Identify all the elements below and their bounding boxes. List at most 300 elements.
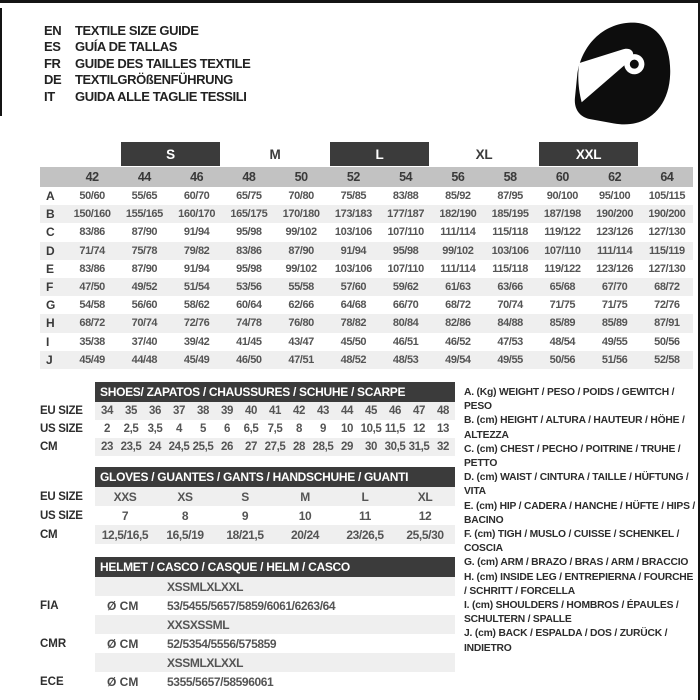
cell: 115/118 [492, 262, 528, 275]
cell: 99/102 [285, 226, 317, 239]
language-code: EN [44, 22, 62, 38]
size-group-s: S [121, 142, 221, 166]
language-row-en [44, 22, 250, 39]
cell: 72/76 [654, 299, 680, 312]
cell: 45 [365, 405, 377, 417]
cell: XS [177, 489, 193, 504]
language-code: FR [44, 55, 61, 71]
cell: 111/114 [440, 262, 476, 275]
cell: 71/75 [601, 299, 628, 312]
cell: 127/130 [648, 226, 686, 239]
cell: 91/94 [183, 226, 210, 239]
cell: 51/54 [183, 281, 210, 294]
measurement-row-f [40, 278, 693, 296]
measurement-row-b [40, 205, 693, 223]
gloves-size-table [40, 467, 455, 544]
shoes-table-title: SHOES/ ZAPATOS / CHAUSSURES / SCHUHE / SCARPE [95, 382, 455, 402]
language-row-es [44, 39, 250, 56]
cell: L [199, 655, 207, 670]
cell: 45/49 [79, 353, 105, 366]
cell: S [205, 617, 213, 632]
cell: 99/102 [442, 244, 474, 257]
row-label: US SIZE [40, 423, 83, 435]
cell: 46/51 [392, 335, 419, 348]
cell: 55/65 [131, 190, 158, 203]
row-letter: I [46, 334, 50, 349]
measurement-row-e [40, 260, 693, 278]
size-number-row [40, 167, 693, 187]
cell: 49/55 [497, 353, 523, 366]
row-label: US SIZE [40, 509, 83, 522]
cell: 87/90 [131, 262, 158, 275]
cell: 60/64 [236, 299, 262, 312]
measurement-row-g [40, 296, 693, 314]
cell: 53 [167, 674, 180, 689]
legend-item-height: B. (cm) HEIGHT / ALTURA / HAUTEUR / HÖHE / ALTEZZA [464, 415, 685, 441]
row-letter: B [46, 207, 55, 222]
cell: 64 [660, 170, 674, 184]
cell: 67/70 [601, 281, 628, 294]
measurement-cells [66, 314, 693, 332]
cell: 95/98 [236, 226, 262, 239]
cell: 37/40 [131, 335, 158, 348]
cell: 10 [341, 423, 353, 435]
cell: 6 [224, 423, 230, 435]
cell: 35 [125, 405, 137, 417]
cell: 68/72 [654, 281, 680, 294]
cell: 20/24 [290, 527, 320, 542]
cell: 51/56 [601, 353, 628, 366]
legend-item-hip: E. (cm) HIP / CADERA / HANCHE / HÜFTE / HIPS / BACINO [464, 500, 696, 526]
cell: 30 [365, 441, 377, 453]
cell: 58 [503, 170, 517, 184]
row-letter: F [46, 280, 54, 295]
measurement-cells [66, 260, 693, 278]
legend-item-waist: D. (cm) WAIST / CINTURA / TAILLE / HÜFTUNG / VITA [464, 472, 689, 498]
cell: 83/86 [79, 226, 105, 239]
cell: 111/114 [440, 226, 476, 239]
cell: 80/84 [392, 317, 419, 330]
helmet-ece-values-row [40, 672, 455, 691]
language-title: TEXTILGRÖßENFÜHRUNG [75, 72, 233, 88]
measurement-cells [66, 223, 693, 241]
cell: 41 [269, 405, 281, 417]
cell: 150/160 [73, 208, 111, 221]
helmet-size-table [40, 557, 455, 691]
cell: 62/66 [288, 299, 314, 312]
row-label: CMR [40, 637, 67, 650]
measurement-row-j [40, 351, 693, 369]
cell: 87/90 [131, 226, 158, 239]
cell: 50 [294, 170, 308, 184]
cell: 61 [260, 674, 274, 689]
cell: 107/110 [387, 262, 424, 275]
row-letter: H [46, 316, 55, 331]
cell: 26 [221, 441, 233, 453]
cell: 42 [85, 170, 99, 184]
cell: 91/94 [183, 262, 210, 275]
shoes-cm-row [40, 438, 455, 456]
cell: 59/60 [251, 598, 280, 613]
cell: 16,5/19 [166, 527, 204, 542]
cell: 58/62 [183, 299, 210, 312]
cell: 9 [320, 423, 326, 435]
row-label [40, 615, 92, 634]
gloves-cells [95, 487, 455, 506]
measurement-row-c [40, 223, 693, 241]
cell: 25,5/30 [406, 527, 444, 542]
cell: 27 [245, 441, 257, 453]
size-group-l: L [330, 142, 430, 166]
cell: 70/74 [497, 299, 523, 312]
cell: 75/78 [131, 244, 158, 257]
helmet-cells [167, 673, 273, 691]
cell: 103/106 [334, 262, 372, 275]
cell: 30,5 [384, 441, 406, 453]
cell: 2 [104, 423, 110, 435]
legend-item-weight: A. (Kg) WEIGHT / PESO / POIDS / GEWITCH / PESO [464, 387, 675, 413]
row-letter: G [46, 298, 56, 313]
row-letter: C [46, 225, 55, 240]
cell: 36 [149, 405, 161, 417]
gloves-cells [95, 525, 455, 544]
cell: 105/115 [648, 190, 686, 203]
cell: 4 [176, 423, 182, 435]
cell: 90/100 [546, 190, 578, 203]
cell: 46/50 [236, 353, 262, 366]
row-label: EU SIZE [40, 405, 83, 417]
cell: 50/56 [549, 353, 576, 366]
cell: 32 [437, 441, 449, 453]
row-label: CM [40, 528, 58, 541]
cell: 10 [298, 508, 312, 523]
helmet-ece-sizes-row [95, 653, 455, 672]
size-number-cells [66, 167, 693, 187]
cell: XL [417, 489, 433, 504]
shoes-size-table [40, 382, 455, 456]
cell: 7 [121, 508, 129, 523]
cell: 83/86 [236, 244, 262, 257]
cell: 87/91 [654, 317, 680, 330]
cell: 55/58 [288, 281, 314, 294]
helmet-fia-sizes-row [95, 577, 455, 596]
cell: 78/82 [340, 317, 367, 330]
unit-label: Ø CM [107, 636, 139, 651]
measurement-cells [66, 205, 693, 223]
cell: 56/57 [223, 636, 252, 651]
unit-label: Ø CM [107, 598, 139, 613]
cell: 6,5 [243, 423, 259, 435]
cell: 107/110 [387, 226, 424, 239]
size-group-header-row [40, 141, 693, 167]
shoes-eu-size-row [40, 402, 455, 420]
cell: 173/183 [334, 208, 372, 221]
cell: 24 [149, 441, 161, 453]
cell: 39/42 [183, 335, 210, 348]
cell: 25,5 [192, 441, 214, 453]
cell: 2,5 [123, 423, 139, 435]
cell: 59 [263, 636, 277, 651]
cell: XS [167, 655, 183, 670]
measurement-cells [66, 296, 693, 314]
measurement-cells [66, 278, 693, 296]
cell: 83/86 [79, 262, 105, 275]
cell: 60/70 [183, 190, 210, 203]
shoes-us-size-row [40, 420, 455, 438]
language-row-de [44, 72, 250, 89]
cell: 177/187 [387, 208, 425, 221]
size-group-m: M [269, 146, 281, 162]
cell: 59 [235, 674, 249, 689]
cell: 160/170 [178, 208, 216, 221]
cell: 70/74 [131, 317, 158, 330]
cell: 95/98 [392, 244, 419, 257]
cell: 52/53 [167, 636, 196, 651]
cell: 103/106 [334, 226, 372, 239]
shoes-cells [95, 420, 455, 438]
cell: 42 [293, 405, 305, 417]
legend-item-shoulders: I. (cm) SHOULDERS / HOMBROS / ÉPAULES / SCHULTERN / SPALLE [464, 600, 679, 626]
unit-label: Ø CM [107, 674, 139, 689]
cell: 65/68 [549, 281, 576, 294]
cell: 83/88 [392, 190, 419, 203]
gloves-us-size-row [40, 506, 455, 525]
cell: 45/49 [183, 353, 210, 366]
row-label: EU SIZE [40, 490, 83, 503]
gloves-eu-size-row [40, 487, 455, 506]
cell: 48/52 [340, 353, 367, 366]
gloves-table-title: GLOVES / GUANTES / GANTS / HANDSCHUHE / GUANTI [95, 467, 455, 487]
cell: 57/58 [223, 598, 252, 613]
helmet-cells [167, 654, 243, 672]
cell: 91/94 [340, 244, 367, 257]
cell: 52/58 [654, 353, 680, 366]
frame-border-left [0, 8, 2, 116]
cell: 107/110 [544, 244, 581, 257]
cell: 155/165 [125, 208, 163, 221]
cell: 66/70 [392, 299, 419, 312]
cell: L [222, 617, 230, 632]
legend-item-back: J. (cm) BACK / ESPALDA / DOS / ZURÜCK / INDIETRO [464, 628, 668, 654]
cell: 40 [245, 405, 257, 417]
cell: 46/52 [445, 335, 471, 348]
cell: 190/200 [596, 208, 634, 221]
row-letter: D [46, 243, 55, 258]
language-code: ES [44, 39, 61, 55]
cell: 170/180 [282, 208, 320, 221]
cell: 48 [437, 405, 449, 417]
cell: 123/126 [596, 226, 634, 239]
measurement-row-d [40, 242, 693, 260]
cell: 87/90 [288, 244, 314, 257]
row-label [40, 577, 92, 596]
cell: 190/200 [648, 208, 686, 221]
size-group-xxl: XXL [539, 142, 639, 166]
cell: 84/88 [497, 317, 523, 330]
cell: 47/51 [288, 353, 314, 366]
cell: 115/118 [492, 226, 528, 239]
cell: 54/55 [195, 636, 224, 651]
measurement-cells [66, 333, 693, 351]
cell: XS [167, 579, 183, 594]
cell: 82/86 [445, 317, 471, 330]
measurement-row-i [40, 333, 693, 351]
cell: 43 [317, 405, 329, 417]
cell: 60 [555, 170, 569, 184]
cell: M [189, 579, 200, 594]
cell: 65/75 [236, 190, 262, 203]
cell: 46 [389, 405, 401, 417]
cell: 31,5 [408, 441, 430, 453]
cell: 165/175 [230, 208, 268, 221]
cell: 123/126 [596, 262, 634, 275]
cell: 47 [413, 405, 425, 417]
cell: 187/198 [543, 208, 581, 221]
cell: S [182, 579, 190, 594]
legend-item-tigh: F. (cm) TIGH / MUSLO / CUISSE / SCHENKEL / COSCIA [464, 529, 680, 555]
cell: 35/38 [79, 335, 105, 348]
measurement-cells [66, 242, 693, 260]
cell: 3,5 [147, 423, 163, 435]
cell: 37 [173, 405, 185, 417]
row-letter: E [46, 261, 55, 276]
cell: 47/50 [79, 281, 105, 294]
measurement-row-a [40, 187, 693, 205]
cell: 45/50 [340, 335, 367, 348]
cell: 182/190 [439, 208, 477, 221]
cell: 85/92 [445, 190, 471, 203]
cell: 7,5 [267, 423, 283, 435]
row-letter: A [46, 189, 55, 204]
measurement-cells [66, 187, 693, 205]
helmet-cells [167, 578, 243, 596]
cell: 29 [341, 441, 353, 453]
cell: 48/53 [392, 353, 419, 366]
language-title: TEXTILE SIZE GUIDE [75, 22, 199, 38]
cell: 95/98 [236, 262, 262, 275]
cell: 12 [418, 508, 432, 523]
cell: 44/48 [131, 353, 158, 366]
cell: 70/80 [288, 190, 314, 203]
language-code: IT [44, 88, 55, 104]
legend-item-chest: C. (cm) CHEST / PECHO / POITRINE / TRUHE / PETTO [464, 443, 681, 470]
cell: 27,5 [264, 441, 286, 453]
cell: 63/64 [307, 598, 336, 613]
cell: 119/122 [544, 262, 581, 275]
cell: 63/66 [497, 281, 523, 294]
cell: 53/54 [167, 598, 196, 613]
cell: 43/47 [288, 335, 314, 348]
cell: 11,5 [384, 423, 406, 435]
cell: 85/89 [601, 317, 628, 330]
spacer [40, 141, 66, 167]
cell: L [361, 489, 369, 504]
cell: 61/63 [445, 281, 471, 294]
cell: 47/53 [497, 335, 523, 348]
cell: 34 [101, 405, 113, 417]
cell: 75/85 [340, 190, 367, 203]
language-title: GUÍA DE TALLAS [75, 39, 178, 55]
cell: 53/56 [236, 281, 262, 294]
language-title: GUIDA ALLE TAGLIE TESSILI [75, 88, 247, 104]
cell: 72/76 [183, 317, 210, 330]
cell: XL [206, 655, 221, 670]
cell: 50/60 [79, 190, 105, 203]
cell: 54/58 [79, 299, 105, 312]
cell: 49/54 [445, 353, 471, 366]
frame-border-top [0, 0, 700, 3]
cell: 74/78 [236, 317, 262, 330]
language-row-fr [44, 55, 250, 72]
cell: 55/56 [195, 598, 224, 613]
cell: 119/122 [544, 226, 581, 239]
cell: 99/102 [285, 262, 317, 275]
cell: 71/75 [549, 299, 576, 312]
shoes-cells [95, 438, 455, 456]
cell: 111/114 [597, 244, 633, 257]
helmet-cmr-values-row [40, 634, 455, 653]
helmet-cmr-sizes-row [95, 615, 455, 634]
cell: 9 [241, 508, 249, 523]
cell: 5 [200, 423, 206, 435]
cell: 12 [413, 423, 425, 435]
cell: 50/56 [654, 335, 680, 348]
cell: XS [189, 617, 206, 632]
cell: 23/26,5 [346, 527, 384, 542]
cell: 48/54 [549, 335, 576, 348]
cell: XXS [113, 489, 137, 504]
cell: M [212, 617, 223, 632]
cell: 95/100 [599, 190, 631, 203]
cell: 127/130 [648, 262, 686, 275]
row-label: FIA [40, 599, 59, 612]
helmet-cells [167, 616, 229, 634]
cell: 46 [190, 170, 204, 184]
size-group-xl: XL [475, 146, 493, 162]
measurement-cells [66, 351, 693, 369]
cell: 68/72 [79, 317, 105, 330]
cell: 23 [101, 441, 113, 453]
cell: S [241, 489, 249, 504]
cell: 49/52 [131, 281, 158, 294]
language-row-it [44, 88, 250, 105]
cell: 115/119 [649, 244, 685, 257]
cell: XL [206, 579, 221, 594]
cell: 28,5 [312, 441, 334, 453]
cell: 13 [437, 423, 449, 435]
shoes-cells [95, 402, 455, 420]
spacer [66, 141, 116, 167]
cell: S [182, 655, 190, 670]
cell: 57/60 [340, 281, 367, 294]
cell: 57/58 [207, 674, 236, 689]
cell: 85/89 [549, 317, 576, 330]
cell: 68/72 [445, 299, 471, 312]
cell: M [300, 489, 310, 504]
cell: XXL [220, 655, 244, 670]
cell: XXS [167, 617, 190, 632]
cell: 56 [451, 170, 465, 184]
cell: 24,5 [168, 441, 190, 453]
cell: 60 [248, 674, 261, 689]
language-list [44, 22, 250, 105]
cell: 87/95 [497, 190, 523, 203]
cell: 44 [137, 170, 151, 184]
measurement-legend [464, 386, 698, 656]
measurement-row-h [40, 314, 693, 332]
helmet-table-title: HELMET / CASCO / CASQUE / HELM / CASCO [95, 557, 455, 577]
cell: 58 [251, 636, 264, 651]
